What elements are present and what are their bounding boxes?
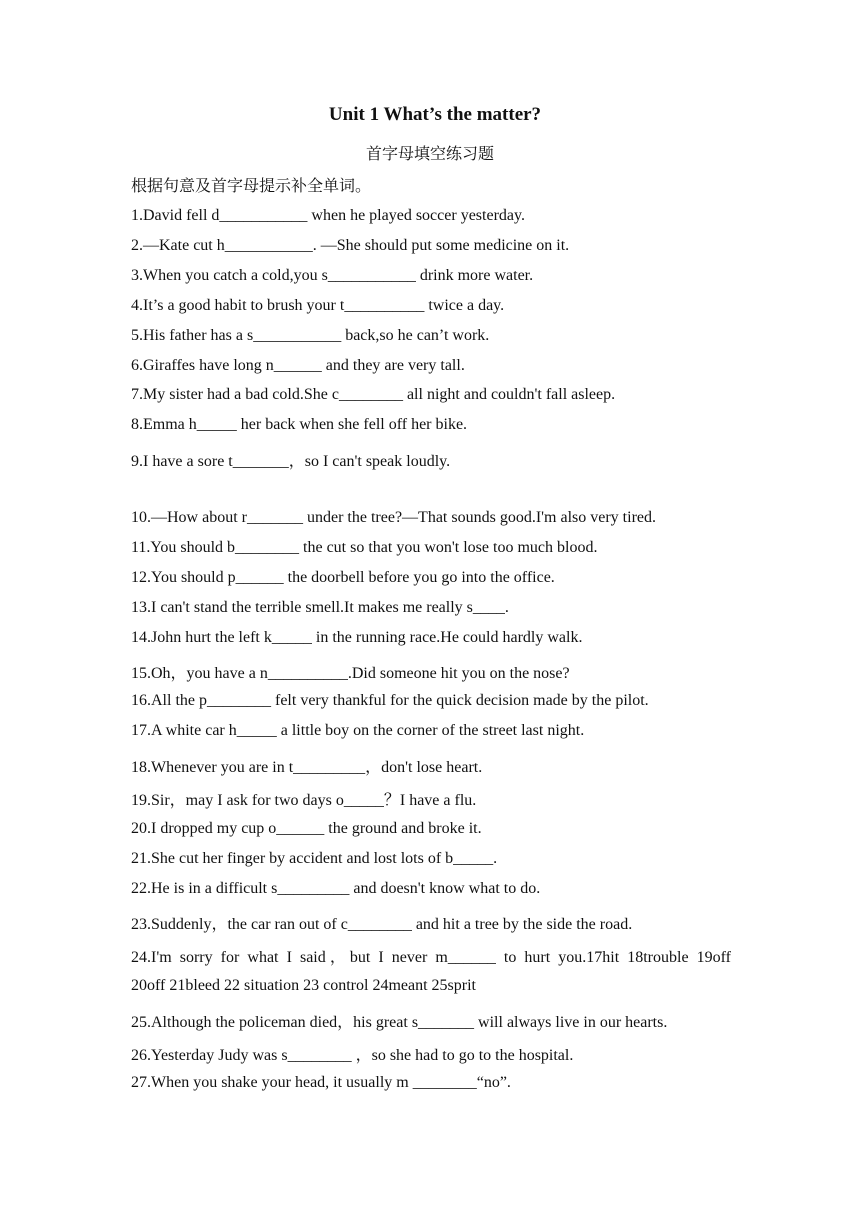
- exercise-line: 15.Oh，you have a n__________.Did someone hit you on the nose?: [131, 665, 570, 682]
- exercise-line: 10.—How about r_______ under the tree?—That sounds good.I'm also very tired.: [131, 509, 656, 526]
- exercise-line: 1.David fell d___________ when he played soccer yesterday.: [131, 207, 525, 224]
- exercise-line: 27.When you shake your head, it usually m ________“no”.: [131, 1074, 511, 1091]
- exercise-line: 8.Emma h_____ her back when she fell off her bike.: [131, 416, 468, 433]
- exercise-line: 16.All the p________ felt very thankful for the quick decision made by the pilot.: [131, 692, 649, 709]
- exercise-line: 18.Whenever you are in t_________，don't lose heart.: [131, 759, 483, 776]
- page-title: Unit 1 What’s the matter?: [328, 104, 542, 125]
- exercise-line: 14.John hurt the left k_____ in the running race.He could hardly walk.: [131, 629, 583, 646]
- exercise-line: 25.Although the policeman died，his great s_______ will always live in our hearts.: [131, 1014, 668, 1031]
- exercise-line: 9.I have a sore t_______，so I can't speak loudly.: [131, 453, 451, 470]
- exercise-line: 24.I'm sorry for what I said，but I never m______ to hurt you.17hit 18trouble 19off: [131, 949, 731, 966]
- page-subtitle: 首字母填空练习题: [365, 146, 494, 163]
- exercise-line: 5.His father has a s___________ back,so he can’t work.: [131, 327, 490, 344]
- exercise-line: 20.I dropped my cup o______ the ground and broke it.: [131, 820, 482, 837]
- exercise-line: 11.You should b________ the cut so that you won't lose too much blood.: [131, 539, 598, 556]
- exercise-line: 7.My sister had a bad cold.She c________ all night and couldn't fall asleep.: [131, 386, 616, 403]
- exercise-line: 17.A white car h_____ a little boy on the corner of the street last night.: [131, 722, 585, 739]
- answer-key-line: 20off 21bleed 22 situation 23 control 24meant 25sprit: [131, 977, 476, 994]
- instruction-text: 根据句意及首字母提示补全单词。: [131, 178, 372, 195]
- exercise-line: 3.When you catch a cold,you s___________ drink more water.: [131, 267, 534, 284]
- exercise-line: 12.You should p______ the doorbell before you go into the office.: [131, 569, 555, 586]
- exercise-line: 19.Sir，may I ask for two days o_____？I have a flu.: [131, 792, 477, 809]
- exercise-line: 23.Suddenly，the car ran out of c________ and hit a tree by the side the road.: [131, 916, 633, 933]
- exercise-line: 21.She cut her finger by accident and lost lots of b_____.: [131, 850, 498, 867]
- exercise-line: 6.Giraffes have long n______ and they are very tall.: [131, 357, 465, 374]
- exercise-line: 22.He is in a difficult s_________ and doesn't know what to do.: [131, 880, 541, 897]
- exercise-line: 2.—Kate cut h___________. —She should put some medicine on it.: [131, 237, 570, 254]
- exercise-line: 13.I can't stand the terrible smell.It makes me really s____.: [131, 599, 509, 616]
- exercise-line: 4.It’s a good habit to brush your t__________ twice a day.: [131, 297, 505, 314]
- exercise-line: 26.Yesterday Judy was s________ ，so she had to go to the hospital.: [131, 1047, 574, 1064]
